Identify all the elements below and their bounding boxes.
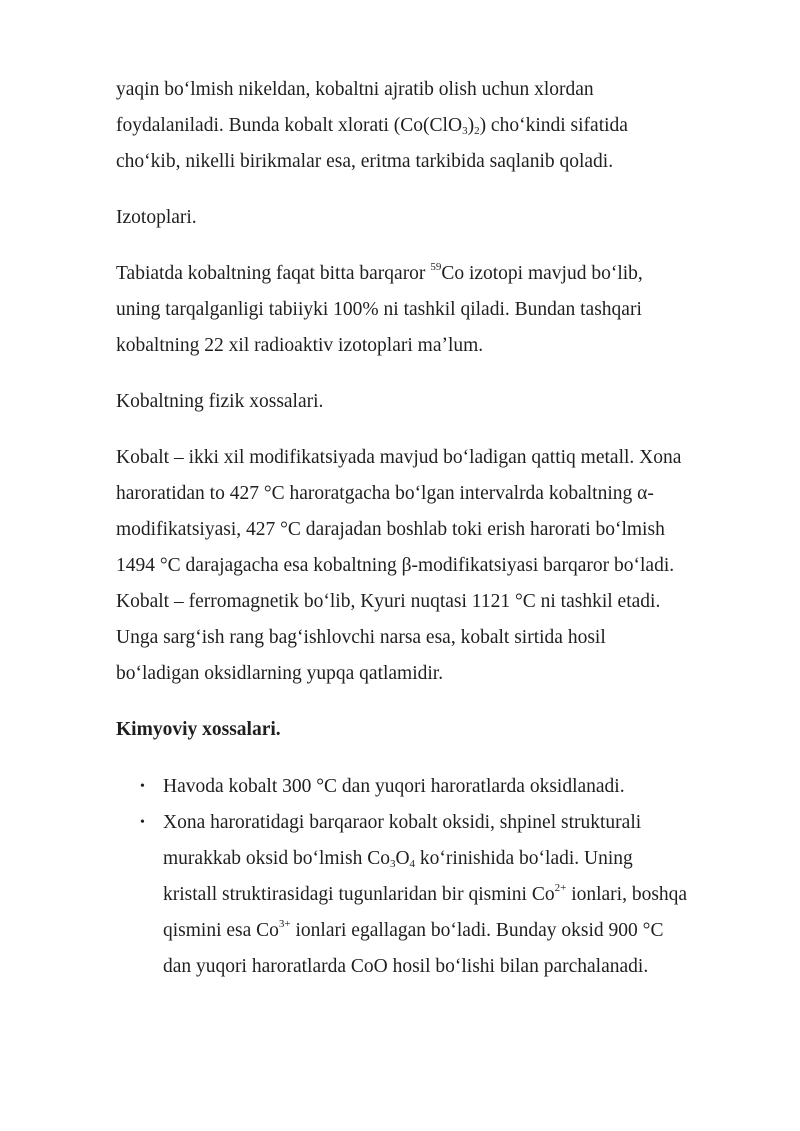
text-line: modifikatsiyasi, 427 °C darajadan boshlab toki erish harorati boʻlmish	[116, 519, 665, 540]
text-line: dan yuqori haroratlarda CoO hosil boʻlishi bilan parchalanadi.	[163, 956, 649, 977]
list-item	[116, 769, 746, 805]
text-line: murakkab oksid boʻlmish Co	[163, 848, 390, 869]
text-fragment: ionlari egallagan boʻladi. Bunday oksid 900 °C	[290, 920, 664, 941]
subscript: 4	[409, 858, 416, 870]
list-item	[116, 805, 746, 985]
text-line: foydalaniladi. Bunda kobalt xlorati (Co(ClO	[116, 115, 463, 136]
text-line: choʻkib, nikelli birikmalar esa, eritma tarkibida saqlanib qoladi.	[116, 151, 614, 172]
text-line: Havoda kobalt 300 °C dan yuqori haroratlarda oksidlanadi.	[163, 776, 625, 797]
physical-heading: Kobaltning fizik xossalari.	[116, 391, 324, 412]
superscript: 59	[430, 261, 442, 273]
isotopes-paragraph	[116, 256, 746, 364]
text-line: 1494 °C darajagacha esa kobaltning β-modifikatsiyasi barqaror boʻladi.	[116, 555, 675, 576]
text-fragment: Co izotopi mavjud boʻlib,	[441, 263, 643, 284]
document-page	[116, 72, 746, 985]
text-line: haroratidan to 427 °C haroratgacha boʻlgan intervalrda kobaltning α-	[116, 483, 654, 504]
text-fragment: ) choʻkindi sifatida	[479, 115, 628, 136]
subscript: 3	[462, 125, 468, 137]
subscript: 2	[474, 125, 480, 137]
physical-paragraph	[116, 440, 746, 692]
bullet-icon: •	[140, 815, 145, 830]
bullet-icon: •	[140, 779, 145, 794]
text-line: yaqin boʻlmish nikeldan, kobaltni ajratib olish uchun xlordan	[116, 79, 594, 100]
text-line: Unga sargʻish rang bagʻishlovchi narsa esa, kobalt sirtida hosil	[116, 627, 606, 648]
intro-paragraph	[116, 72, 746, 180]
chemical-list	[116, 769, 746, 985]
text-line: kobaltning 22 xil radioaktiv izotoplari maʼlum.	[116, 335, 484, 356]
text-line: Kobalt – ferromagnetik boʻlib, Kyuri nuqtasi 1121 °C ni tashkil etadi.	[116, 591, 661, 612]
text-fragment: O	[395, 848, 410, 869]
text-line: qismini esa Co	[163, 920, 279, 941]
subscript: 3	[389, 858, 396, 870]
chemical-heading: Kimyoviy xossalari.	[116, 719, 281, 740]
text-line: Kobalt – ikki xil modifikatsiyada mavjud boʻladigan qattiq metall. Xona	[116, 447, 682, 468]
text-line: boʻladigan oksidlarning yupqa qatlamidir.	[116, 663, 444, 684]
text-fragment: ionlari, boshqa	[566, 884, 688, 905]
text-line: kristall struktirasidagi tugunlaridan bir qismini Co	[163, 884, 555, 905]
superscript: 3+	[278, 918, 291, 930]
text-line: uning tarqalganligi tabiiyki 100% ni tashkil qiladi. Bundan tashqari	[116, 299, 642, 320]
text-line: Tabiatda kobaltning faqat bitta barqaror	[116, 263, 431, 284]
superscript: 2+	[554, 882, 567, 894]
text-line: Xona haroratidagi barqaraor kobalt oksidi, shpinel strukturali	[163, 812, 642, 833]
text-fragment: koʻrinishida boʻladi. Uning	[415, 848, 633, 869]
text-fragment: )	[467, 115, 475, 136]
isotopes-heading: Izotoplari.	[116, 207, 197, 228]
